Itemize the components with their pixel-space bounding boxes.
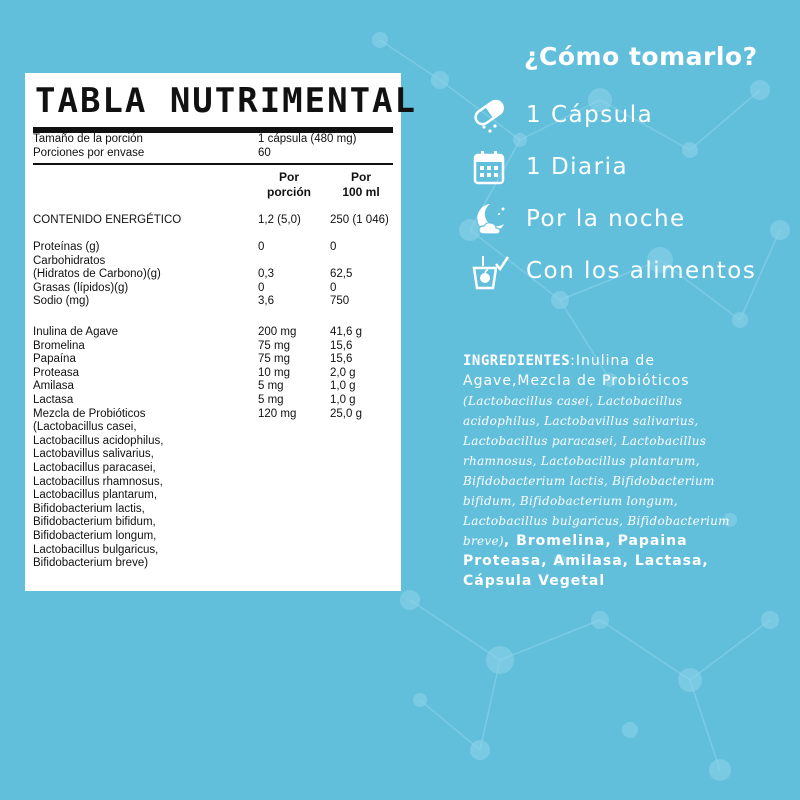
col-per-serving-header: Por porción xyxy=(267,170,311,199)
component-per-100: 41,6 g xyxy=(330,326,362,338)
probiotic-strain: (Lactobacillus casei, xyxy=(33,421,137,434)
component-per-100: 15,6 xyxy=(330,353,353,366)
servings-value: 60 xyxy=(258,147,271,159)
probiotic-strain: Bifidobacterium lactis, xyxy=(33,502,145,515)
macro-per-serving: 3,6 xyxy=(258,295,274,308)
component-per-serving: 200 mg xyxy=(258,326,297,338)
dose-night-label: Por la noche xyxy=(526,206,686,232)
component-label: Proteasa xyxy=(33,366,80,379)
nutrition-title: TABLA NUTRIMENTAL xyxy=(35,81,417,121)
dose-food xyxy=(470,252,790,292)
macro-label: Carbohidratos xyxy=(33,254,106,267)
ingredients-probiotics: (Lactobacillus casei, Lactobacillus acidophilus, Lactobavillus salivarius, Lactobacillus paracasei, Lactobacillus rhamnosus, Lactobacillus plantarum, Bifidobacterium lactis, Bifidobacterium bifidum, Bifidobacterium longum, Lactobacillus bulgaricus, Bifidobacterium breve) xyxy=(463,394,730,548)
component-per-100: 15,6 xyxy=(330,339,353,352)
component-per-100: 1,0 g xyxy=(330,380,356,393)
calendar-icon xyxy=(470,148,510,188)
component-per-serving: 10 mg xyxy=(258,366,290,379)
probiotic-strain: Lactobacillus bulgaricus, xyxy=(33,543,159,556)
dose-daily xyxy=(470,148,790,188)
macro-per-100: 0 xyxy=(330,241,337,253)
component-per-serving: 75 mg xyxy=(258,353,290,366)
macro-per-100: 750 xyxy=(330,295,350,308)
dose-capsule xyxy=(470,96,790,136)
component-label: Mezcla de Probióticos xyxy=(33,407,146,420)
ingredients-label: INGREDIENTES xyxy=(463,353,571,369)
ingredients-intro: :Inulina de Agave,Mezcla de Probióticos xyxy=(463,353,690,389)
component-per-100: 25,0 g xyxy=(330,407,362,420)
probiotic-strain: Lactobacillus acidophilus, xyxy=(33,434,164,447)
probiotic-strain: Bifidobacterium longum, xyxy=(33,530,157,542)
dose-daily-label: 1 Diaria xyxy=(526,154,629,180)
energy-per-serving: 1,2 (5,0) xyxy=(258,214,301,226)
probiotic-strain: Lactobavillus salivarius, xyxy=(33,448,154,461)
macro-label: Proteínas (g) xyxy=(33,241,100,253)
probiotic-strain: Bifidobacterium breve) xyxy=(33,557,149,570)
dose-capsule-label: 1 Cápsula xyxy=(526,102,654,128)
energy-label: CONTENIDO ENERGÉTICO xyxy=(33,214,182,226)
dose-night xyxy=(470,200,790,240)
macro-label: Sodio (mg) xyxy=(33,295,90,308)
probiotic-strain: Lactobacillus plantarum, xyxy=(33,489,158,502)
capsule-icon xyxy=(470,96,510,136)
food-icon xyxy=(470,252,510,292)
macro-per-serving: 0 xyxy=(258,281,265,294)
component-label: Inulina de Agave xyxy=(33,326,119,338)
macro-per-100: 0 xyxy=(330,281,337,294)
serving-size-label: Tamaño de la porción xyxy=(33,133,143,145)
component-label: Lactasa xyxy=(33,394,74,406)
servings-label: Porciones por envase xyxy=(33,147,145,159)
dose-food-label: Con los alimentos xyxy=(526,258,757,284)
macro-per-serving: 0 xyxy=(258,241,265,253)
component-per-serving: 5 mg xyxy=(258,380,284,393)
how-to-title: ¿Cómo tomarlo? xyxy=(524,42,758,71)
energy-per-100: 250 (1 046) xyxy=(330,214,389,226)
ingredients-text xyxy=(463,351,753,591)
probiotic-strain: Lactobacillus paracasei, xyxy=(33,462,156,474)
ingredients-rest: , Bromelina, Papaina Proteasa, Amilasa, Lactasa, Cápsula Vegetal xyxy=(463,533,709,589)
col-per-100-header: Por 100 ml xyxy=(342,170,380,199)
component-label: Papaína xyxy=(33,353,76,366)
component-per-100: 2,0 g xyxy=(330,366,356,379)
moon-icon xyxy=(470,200,510,240)
probiotic-strain: Lactobacillus rhamnosus, xyxy=(33,475,163,488)
component-label: Amilasa xyxy=(33,380,74,393)
component-per-100: 1,0 g xyxy=(330,394,356,406)
nutrition-table xyxy=(25,73,417,591)
component-per-serving: 120 mg xyxy=(258,407,297,420)
macro-per-serving: 0,3 xyxy=(258,268,274,281)
header-rule xyxy=(33,163,393,165)
component-per-serving: 75 mg xyxy=(258,339,290,352)
probiotic-strain: Bifidobacterium bifidum, xyxy=(33,516,156,529)
macro-per-100: 62,5 xyxy=(330,268,353,281)
macro-label: Grasas (lípidos)(g) xyxy=(33,281,129,294)
component-per-serving: 5 mg xyxy=(258,394,284,406)
serving-size-value: 1 cápsula (480 mg) xyxy=(258,133,357,145)
macro-label: (Hidratos de Carbono)(g) xyxy=(33,268,161,281)
component-label: Bromelina xyxy=(33,339,85,352)
